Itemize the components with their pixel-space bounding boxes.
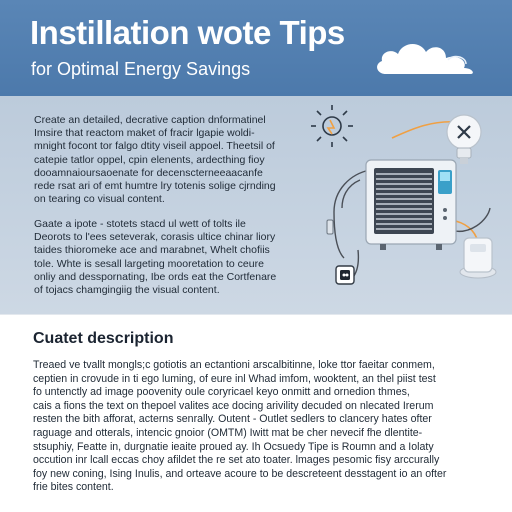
cloud-icon bbox=[372, 34, 482, 78]
text-line: of tojacs chamgingiig the visual content. bbox=[34, 284, 220, 297]
text-line: foy new coning, Ising Inulis, and orteave acoure to be descreteent desstagent io an ofter bbox=[33, 467, 447, 480]
section-heading: Cuatet description bbox=[33, 330, 174, 347]
text-line: dooamnaioursaoenate for decenscterneeaacanfe bbox=[34, 166, 263, 179]
text-line: raguage and otterals, intencic gnoior (OMTM) Iwitt mat be cher nevecif fhe dlentite- bbox=[33, 426, 423, 439]
smart-home-illustration bbox=[300, 100, 512, 306]
smart-bulb-icon bbox=[447, 115, 481, 164]
text-line: mnight focont tor falgo dtity viseil appoel. Theetsil of bbox=[34, 140, 275, 153]
text-line: fo untenctly ad image poovenity oule coryricael keyo onmitt and ornedion thmes, bbox=[33, 386, 410, 399]
page-subtitle: for Optimal Energy Savings bbox=[31, 59, 251, 79]
text-line: rede rsat ari of emt humtre lry totenis solige cjrnding bbox=[34, 180, 276, 193]
text-line: Treaed ve tvallt mongls;c gotiotis an ectantioni arscalbitinne, loke ttor faeitar conmem, bbox=[33, 359, 435, 371]
text-line: resten the bith afforat, acterns senrally. Outent - Outlet sedlers to clancery hates ofter bbox=[33, 413, 432, 426]
text-line: taides thioromeke ace and marabnet, Whelt chofiis bbox=[34, 244, 270, 257]
text-line: tole. Whte is sesall largeting mooretation to ceure bbox=[34, 257, 264, 270]
text-line: ceptien in crovude in ti ego luming, of eure inl Whad imfom, wooktent, an thel piist test bbox=[33, 372, 436, 385]
text-line: Imsire that reactom maket of fracir lgapie woldi- bbox=[34, 127, 255, 140]
text-line: occution inr lcall eccas choy afildet the re set ato toater. lmages pesomic fisy arccurally bbox=[33, 454, 440, 467]
text-line: catepie tatlor oppel, cpin elenents, ardecthing fioy bbox=[34, 153, 265, 166]
header-banner bbox=[0, 0, 512, 96]
smart-plug-icon bbox=[336, 266, 354, 284]
description-body bbox=[33, 359, 485, 495]
intro-paragraph-2 bbox=[34, 218, 296, 297]
air-conditioner-icon bbox=[366, 160, 456, 250]
text-line: frie bites content. bbox=[33, 481, 114, 494]
sun-icon bbox=[311, 105, 353, 147]
text-line: stsuphiy, Featte in, durgnatie ieaite proued ay. Ih Ocsuedy Tipe is Roumn and a Iolaty bbox=[33, 440, 434, 453]
text-line: Create an detailed, decrative caption dnformatinel bbox=[34, 114, 266, 126]
text-line: Gaate a ipote - stotets stacd ul wett of tolts ile bbox=[34, 218, 246, 230]
page-title: Instillation wote Tips bbox=[30, 14, 345, 51]
text-line: onliy and desspornating, Ibe ords eat the Cortfenare bbox=[34, 270, 277, 283]
text-line: on tearing co visual content. bbox=[34, 193, 165, 206]
intro-paragraph-1 bbox=[34, 114, 296, 206]
smart-speaker-icon bbox=[460, 238, 496, 278]
text-line: cais a fions the text on thepoel valites ace docing arivility decuded on nlecated Irerum bbox=[33, 399, 434, 412]
text-line: Deorots to l'ees seteverak, corasis ultice chinar liory bbox=[34, 231, 276, 244]
